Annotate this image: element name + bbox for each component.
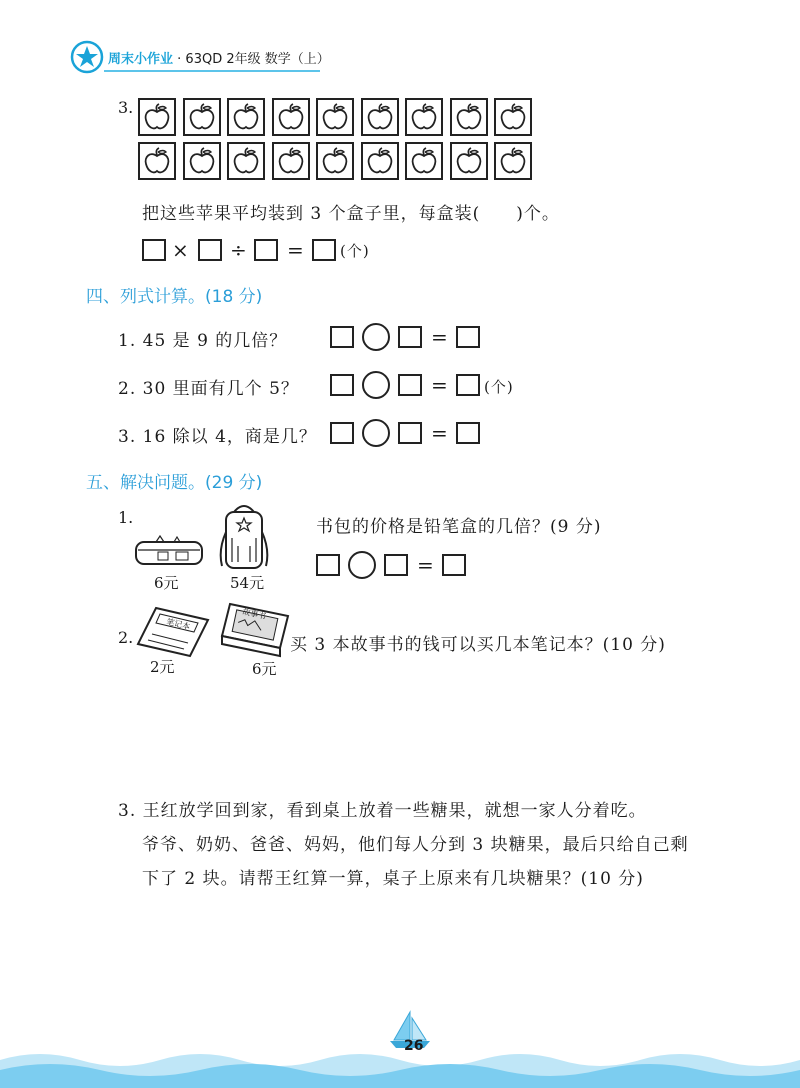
apple-icon xyxy=(231,102,261,136)
price-storybook: 6元 xyxy=(252,660,277,678)
apple-icon xyxy=(142,102,172,136)
storybook-icon xyxy=(220,600,292,660)
answer-box[interactable] xyxy=(330,374,354,396)
answer-box[interactable] xyxy=(398,374,422,396)
s4-item-1-text: 1. 45 是 9 的几倍？ xyxy=(118,331,288,351)
apple-card xyxy=(272,142,310,180)
header-brand: 周末小作业 xyxy=(108,52,174,67)
answer-box[interactable] xyxy=(456,374,480,396)
s5-q2-text: 买 3 本故事书的钱可以买几本笔记本？(10 分) xyxy=(290,635,666,655)
q3-equation xyxy=(142,236,402,266)
apple-icon xyxy=(454,146,484,180)
price-backpack: 54元 xyxy=(230,574,265,592)
answer-box[interactable] xyxy=(442,554,466,576)
header-underline xyxy=(104,70,320,72)
apple-card xyxy=(405,142,443,180)
answer-box[interactable] xyxy=(316,554,340,576)
s4-equation-1 xyxy=(330,320,530,354)
notebook-label: 笔记本 xyxy=(165,617,191,632)
apple-card xyxy=(227,142,265,180)
apple-icon xyxy=(276,102,306,136)
answer-box[interactable] xyxy=(398,326,422,348)
price-notebook: 2元 xyxy=(150,658,175,676)
equals-sign: = xyxy=(431,373,448,397)
apple-icon xyxy=(142,146,172,180)
s4-item-2-text: 2. 30 里面有几个 5？ xyxy=(118,379,299,399)
apple-card xyxy=(494,142,532,180)
times-sign: × xyxy=(172,238,189,262)
operator-circle[interactable] xyxy=(362,419,390,447)
apple-icon xyxy=(454,102,484,136)
s4-equation-2 xyxy=(330,368,550,402)
s5-q3-line-3: 下了 2 块。请帮王红算一算，桌子上原来有几块糖果？(10 分) xyxy=(142,869,644,889)
apple-card xyxy=(272,98,310,136)
apple-icon xyxy=(498,146,528,180)
apple-grid xyxy=(138,98,538,188)
apple-icon xyxy=(187,102,217,136)
operator-circle[interactable] xyxy=(362,323,390,351)
page-header xyxy=(70,40,330,74)
brand-logo-icon xyxy=(70,40,104,74)
apple-card xyxy=(138,98,176,136)
section5-title: 五、解决问题。(29 分) xyxy=(86,473,263,493)
answer-box[interactable] xyxy=(384,554,408,576)
apple-card xyxy=(361,98,399,136)
s5-q1-text: 书包的价格是铅笔盒的几倍？(9 分) xyxy=(316,517,602,537)
s4-item-3-text: 3. 16 除以 4，商是几？ xyxy=(118,427,317,447)
operator-circle[interactable] xyxy=(348,551,376,579)
s4-equation-3 xyxy=(330,416,530,450)
section4-title: 四、列式计算。(18 分) xyxy=(86,287,263,307)
answer-box[interactable] xyxy=(142,239,166,261)
apple-icon xyxy=(365,146,395,180)
header-info: · 63QD 2年级 数学（上） xyxy=(177,52,330,67)
answer-box[interactable] xyxy=(330,326,354,348)
answer-box[interactable] xyxy=(456,422,480,444)
apple-card xyxy=(138,142,176,180)
apple-card xyxy=(227,98,265,136)
apple-icon xyxy=(409,146,439,180)
answer-box[interactable] xyxy=(330,422,354,444)
apple-card xyxy=(450,98,488,136)
apple-card xyxy=(405,98,443,136)
apple-icon xyxy=(498,102,528,136)
s5-q3-line-1: 3. 王红放学回到家，看到桌上放着一些糖果，就想一家人分着吃。 xyxy=(118,801,647,821)
q3-text: 把这些苹果平均装到 3 个盒子里，每盒装( )个。 xyxy=(142,204,560,224)
q3-number: 3. xyxy=(118,98,134,117)
s5-q1-equation xyxy=(316,548,516,582)
header-text xyxy=(108,48,330,67)
operator-circle[interactable] xyxy=(362,371,390,399)
apple-icon xyxy=(187,146,217,180)
apple-icon xyxy=(231,146,261,180)
answer-box[interactable] xyxy=(312,239,336,261)
price-pencil-case: 6元 xyxy=(154,574,179,592)
apple-card xyxy=(316,98,354,136)
apple-icon xyxy=(276,146,306,180)
page-number: 26 xyxy=(404,1038,424,1054)
storybook-label: 故事书 xyxy=(241,607,267,621)
apple-card xyxy=(361,142,399,180)
divide-sign: ÷ xyxy=(230,238,247,262)
unit-label: (个) xyxy=(484,378,514,396)
s5-q1-number: 1. xyxy=(118,508,134,527)
equals-sign: = xyxy=(431,325,448,349)
answer-box[interactable] xyxy=(456,326,480,348)
apple-card xyxy=(183,142,221,180)
apple-icon xyxy=(320,102,350,136)
answer-box[interactable] xyxy=(398,422,422,444)
pencil-case-icon xyxy=(134,534,206,570)
apple-card xyxy=(183,98,221,136)
notebook-icon xyxy=(136,606,210,658)
backpack-icon xyxy=(216,502,272,572)
apple-card xyxy=(316,142,354,180)
s5-q2-number: 2. xyxy=(118,628,134,647)
apple-card xyxy=(494,98,532,136)
answer-box[interactable] xyxy=(254,239,278,261)
apple-icon xyxy=(365,102,395,136)
equals-sign: = xyxy=(287,238,304,262)
apple-icon xyxy=(409,102,439,136)
equals-sign: = xyxy=(417,553,434,577)
answer-box[interactable] xyxy=(198,239,222,261)
equals-sign: = xyxy=(431,421,448,445)
apple-card xyxy=(450,142,488,180)
apple-icon xyxy=(320,146,350,180)
s5-q3-line-2: 爷爷、奶奶、爸爸、妈妈，他们每人分到 3 块糖果，最后只给自己剩 xyxy=(142,835,689,855)
unit-label: (个) xyxy=(340,242,370,260)
